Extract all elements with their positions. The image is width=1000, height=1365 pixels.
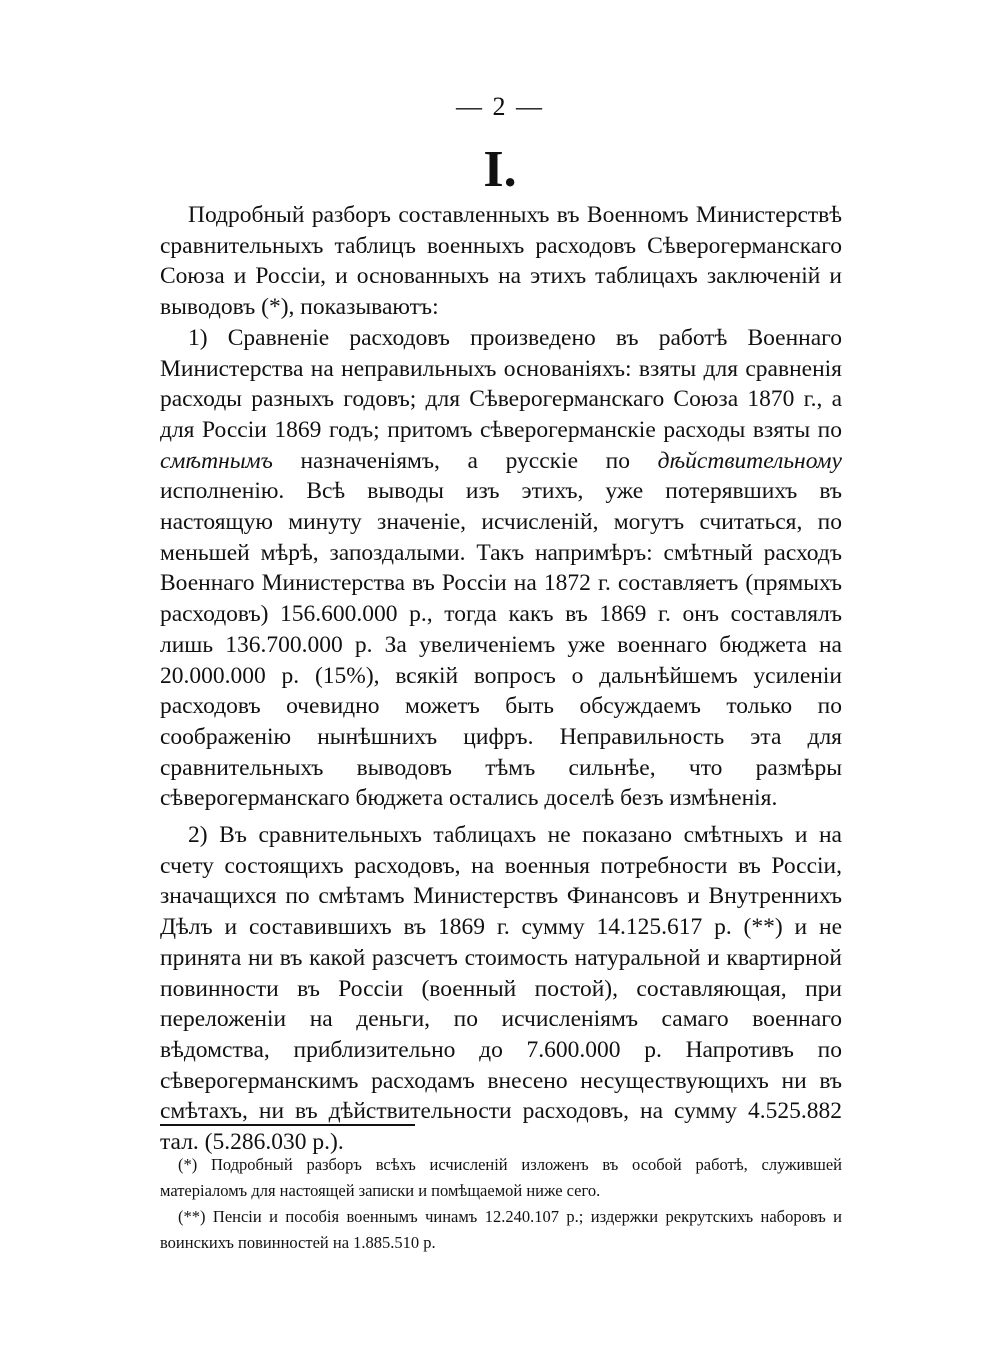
point-2-paragraph: 2) Въ сравнительныхъ таблицахъ не показано смѣтныхъ и на счету состоящихъ расходовъ, на военныя потребности въ Россіи, значащихся по смѣтамъ Министерствъ Финансовъ и Внутреннихъ Дѣлъ и составившихъ въ 1869 г. сумму 14.125.617 р. (**) и не принята ни въ какой разсчетъ стоимость натуральной и квартирной повинности въ Россіи (военный постой), составляющая, при переложеніи на деньги, по исчисленіямъ самаго военнаго вѣдомства, приблизительно до 7.600.000 р. Напротивъ по сѣверогерманскимъ расходамъ внесено несуществующихъ ни въ смѣтахъ, ни въ дѣйствительности расходовъ, на сумму 4.525.882 тал. (5.286.030 р.). xyxy=(160,822,842,1156)
section-heading: I. xyxy=(483,141,517,198)
point-1-paragraph xyxy=(160,323,842,814)
point-1-text-c: исполненію. Всѣ выводы изъ этихъ, уже потерявшихъ въ настоящую минуту значеніе, исчисленій, могутъ считаться, по меньшей мѣрѣ, запоздалыми. Такъ напримѣръ: смѣтный расходъ Военнаго Министерства въ Россіи на 1872 г. составляетъ (прямыхъ расходовъ) 156.600.000 р., тогда какъ въ 1869 г. онъ составлялъ лишь 136.700.000 р. За увеличеніемъ уже военнаго бюджета на 20.000.000 р. (15 xyxy=(160,478,842,689)
point-1-text-b: назначеніямъ, а русскіе по xyxy=(272,447,658,474)
point-1-text-d: ), всякій вопросъ о дальнѣйшемъ усиленіи расходовъ очевидно можетъ быть обсуждаемъ только по соображенію нынѣшнихъ цифръ. Неправильность эта для сравнительныхъ выводовъ тѣмъ сильнѣе, что размѣры сѣверогерманскаго бюджета остались доселѣ безъ измѣненія. xyxy=(160,662,842,812)
percent-sign: % xyxy=(346,662,366,689)
footnote-divider xyxy=(160,1124,415,1126)
body-text xyxy=(160,200,842,1158)
intro-paragraph: Подробный разборъ составленныхъ въ Военномъ Министерствѣ сравнительныхъ таблицъ военныхъ расходовъ Сѣверогерманскаго Союза и Россіи, и основанныхъ на этихъ таблицахъ заключеній и выводовъ (*), показываютъ: xyxy=(160,202,842,321)
footnotes xyxy=(160,1152,842,1256)
point-1-emphasis-b: дѣйствительному xyxy=(657,447,842,474)
footnote-2: (**) Пенсіи и пособія военнымъ чинамъ 12.240.107 р.; издержки рекрутскихъ наборовъ и воинскихъ повинностей на 1.885.510 р. xyxy=(160,1207,842,1252)
page-number: — 2 — xyxy=(456,92,544,121)
point-1-text-a: 1) Сравненіе расходовъ произведено въ работѣ Военнаго Министерства на неправильныхъ основаніяхъ: взяты для сравненія расходы разныхъ годовъ; для Сѣверогерманскаго Союза 1870 г., а для Россіи 1869 годъ; притомъ сѣверогерманскіе расходы взяты по xyxy=(160,324,842,443)
footnote-1: (*) Подробный разборъ всѣхъ исчисленій изложенъ въ особой работѣ, служившей матеріаломъ для настоящей записки и помѣщаемой ниже сего. xyxy=(160,1155,842,1200)
point-1-emphasis-a: смѣтнымъ xyxy=(160,447,273,474)
